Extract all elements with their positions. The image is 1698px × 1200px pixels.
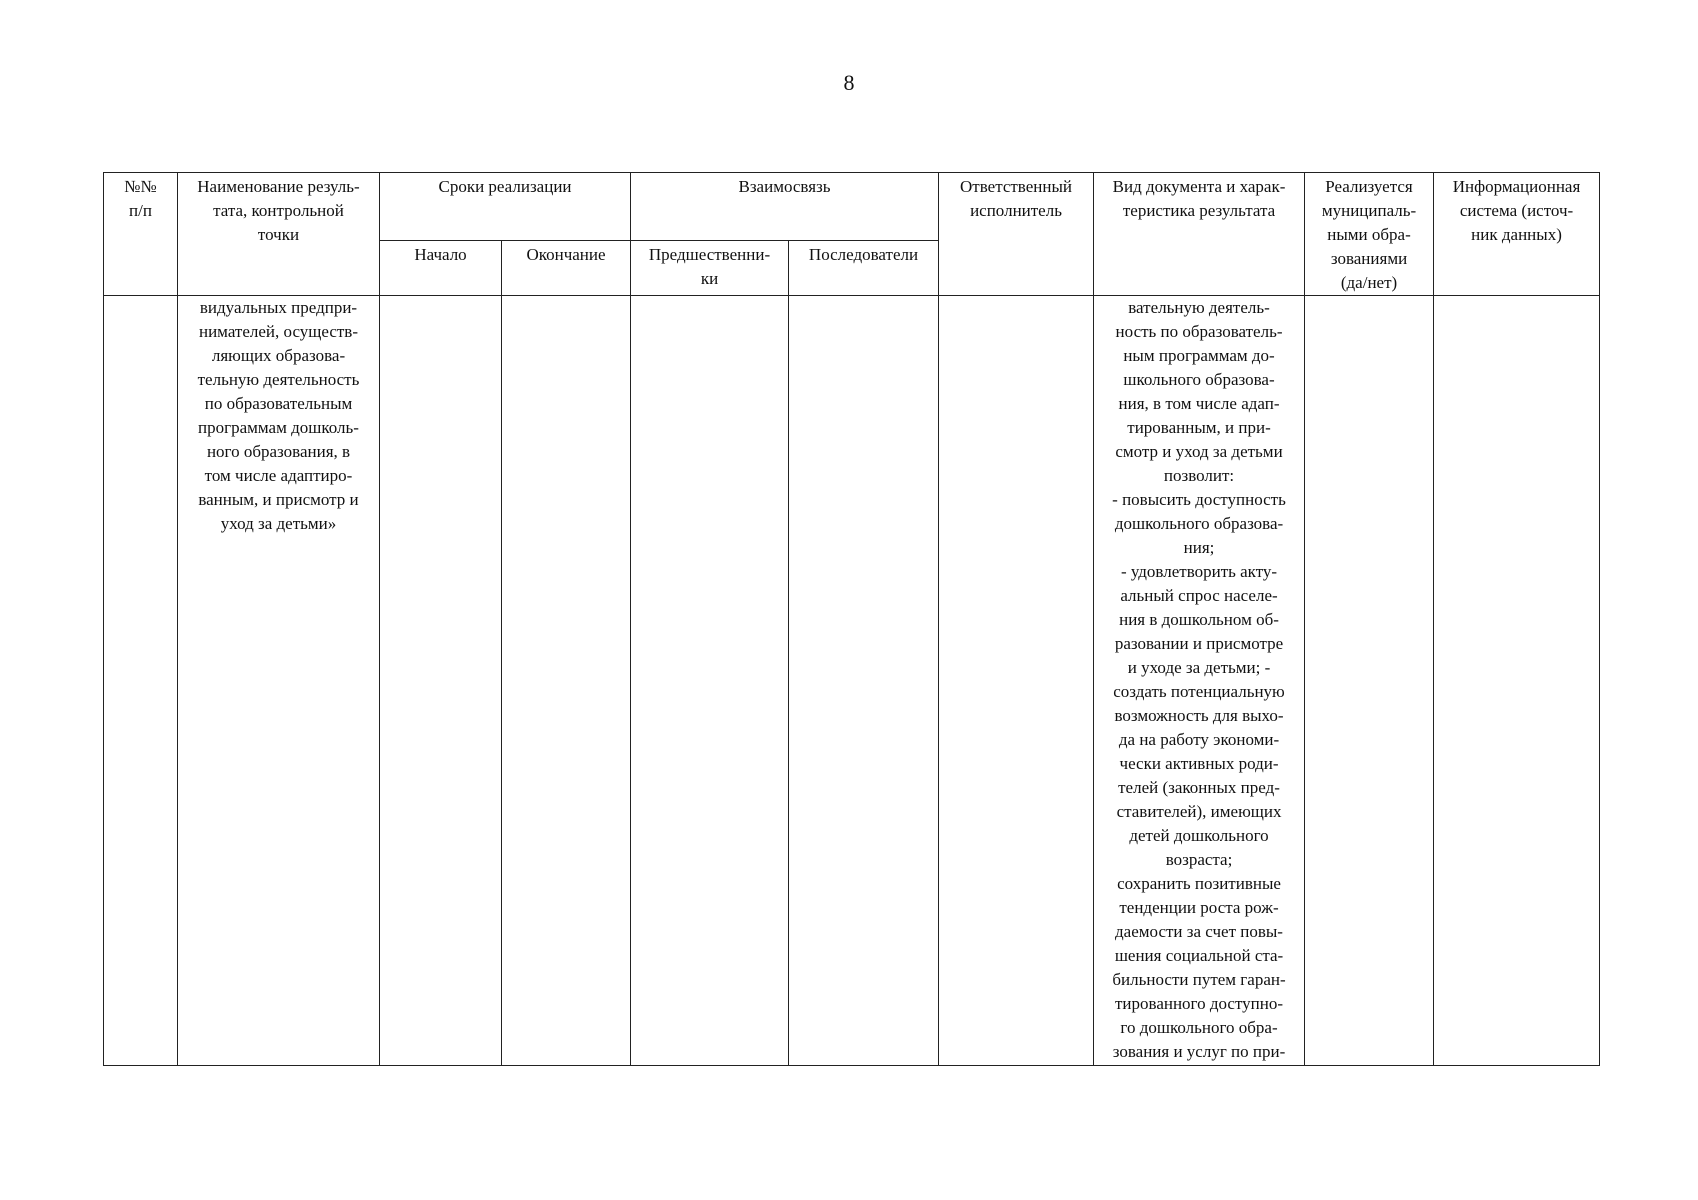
cell-followers <box>789 296 939 1066</box>
header-predecessors: Предшественни- ки <box>631 240 789 295</box>
table-row <box>104 296 1600 1066</box>
cell-name: видуальных предпри- нимателей, осуществ- ляющих образова- тельную деятельность по образовательным программам дошколь- ного образования, в том числе адаптиро- ванным, и присмотр и уход за детьми» <box>178 296 380 1066</box>
header-terms: Сроки реализации <box>380 173 631 241</box>
header-municipal: Реализуется муниципаль- ными обра- зованиями (да/нет) <box>1305 173 1434 296</box>
cell-start <box>380 296 502 1066</box>
header-num: №№ п/п <box>104 173 178 296</box>
header-start: Начало <box>380 240 502 295</box>
header-relation: Взаимосвязь <box>631 173 939 241</box>
cell-info-system <box>1434 296 1600 1066</box>
cell-responsible <box>939 296 1094 1066</box>
page-number: 8 <box>843 70 855 95</box>
cell-end <box>502 296 631 1066</box>
header-followers: Последователи <box>789 240 939 295</box>
header-info-system: Информационная система (источ- ник данных) <box>1434 173 1600 296</box>
header-row-1 <box>104 173 1600 241</box>
header-name: Наименование резуль- тата, контрольной точки <box>178 173 380 296</box>
cell-predecessors <box>631 296 789 1066</box>
cell-municipal <box>1305 296 1434 1066</box>
results-table <box>103 172 1600 1066</box>
header-responsible: Ответственный исполнитель <box>939 173 1094 296</box>
cell-num <box>104 296 178 1066</box>
cell-doc-type: вательную деятель- ность по образователь- ным программам до- школьного образова- ния, в том числе адап- тированным, и при- смотр и уход за детьми позволит: - повысить доступность дошкольного образова- ния; - удовлетворить акту- альный спрос населе- ния в дошкольном об- разовании и присмотре и уходе за детьми; - создать потенциальную возможность для выхо- да на работу экономи- чески активных роди- телей (законных пред- ставителей), имеющих детей дошкольного возраста; сохранить позитивные тенденции роста рож- даемости за счет повы- шения социальной ста- бильности путем гаран- тированного доступно- го дошкольного обра- зования и услуг по при- <box>1094 296 1305 1066</box>
header-doc-type: Вид документа и харак- теристика результата <box>1094 173 1305 296</box>
header-end: Окончание <box>502 240 631 295</box>
